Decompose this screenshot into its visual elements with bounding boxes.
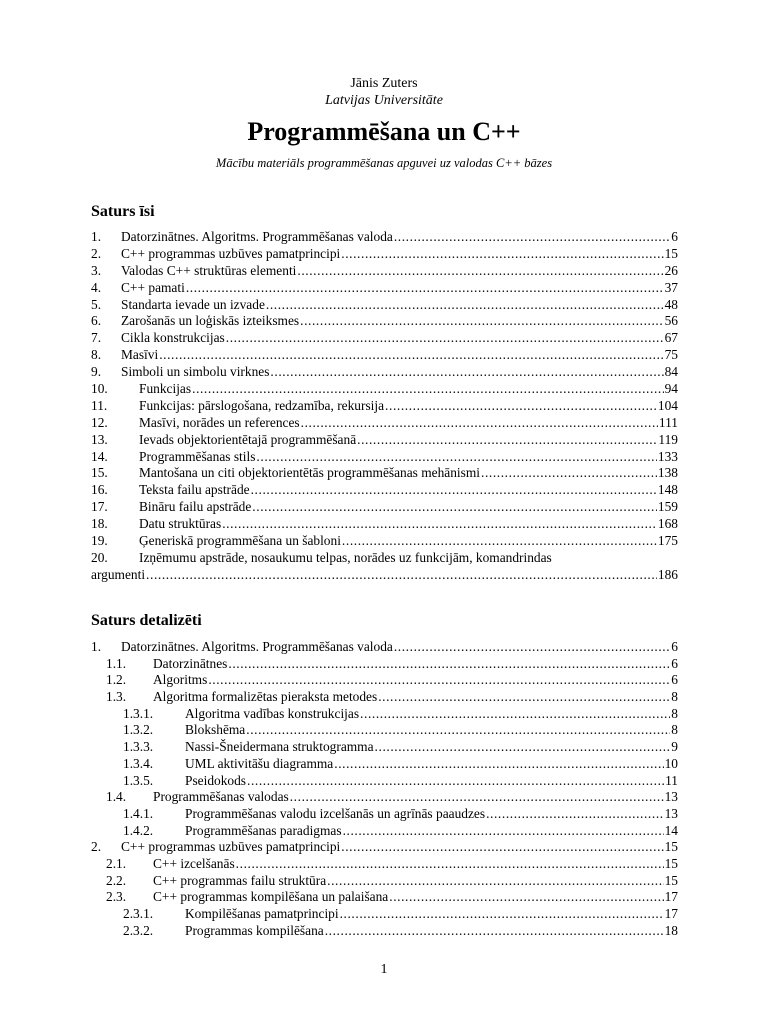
toc-entry[interactable] — [91, 263, 678, 280]
toc-entry-title: Valodas C++ struktūras elementi — [121, 262, 297, 278]
toc-entry-page: 15 — [664, 872, 678, 888]
toc-entry-number: 6. — [91, 313, 102, 329]
toc-entry-line — [121, 297, 678, 314]
toc-entry-title: Funkcijas — [139, 381, 192, 397]
toc-entry-line — [185, 773, 678, 790]
page-number: 1 — [380, 962, 388, 977]
toc-entry[interactable] — [91, 739, 678, 756]
toc-dot-leader — [389, 889, 663, 906]
toc-entry-line — [139, 465, 678, 482]
toc-dot-leader — [222, 516, 657, 533]
toc-entry-number: 1.3.4. — [123, 755, 154, 771]
toc-entry[interactable] — [91, 722, 678, 739]
toc-entry-title: Pseidokods — [185, 772, 247, 788]
toc-entry-title: Datorzinātnes — [153, 655, 228, 671]
toc-entry-page: 75 — [664, 347, 678, 363]
toc-dot-leader — [236, 856, 664, 873]
toc-entry-title: C++ programmas uzbūves pamatprincipi — [121, 245, 341, 261]
toc-entry[interactable] — [91, 873, 678, 890]
toc-dot-leader — [327, 873, 663, 890]
toc-entry[interactable] — [91, 330, 678, 347]
toc-entry[interactable] — [91, 280, 678, 297]
toc-entry-page: 6 — [671, 639, 678, 654]
toc-entry[interactable] — [91, 364, 678, 381]
toc-entry[interactable] — [91, 229, 678, 246]
toc-entry-title: Datorzinātnes. Algoritms. Programmēšanas valoda — [121, 639, 393, 654]
toc-entry-number: 4. — [91, 279, 102, 295]
toc-entry-page: 159 — [657, 499, 678, 515]
toc-entry[interactable] — [91, 347, 678, 364]
toc-dot-leader — [208, 672, 670, 689]
toc-entry-page: 15 — [664, 245, 678, 261]
detail-toc — [91, 639, 678, 939]
toc-dot-leader — [340, 906, 664, 923]
toc-entry[interactable] — [91, 297, 678, 314]
toc-entry[interactable] — [91, 856, 678, 873]
toc-entry[interactable] — [91, 246, 678, 263]
toc-entry-line — [153, 789, 678, 806]
toc-entry-page: 168 — [657, 516, 678, 532]
toc-entry-title: Kompilēšanas pamatprincipi — [185, 906, 339, 921]
toc-entry-page: 13 — [664, 805, 678, 821]
toc-entry-page: 48 — [664, 296, 678, 312]
toc-dot-leader — [246, 722, 670, 739]
toc-entry-title: Programmēšanas valodas — [153, 789, 289, 805]
toc-dot-leader — [486, 806, 664, 823]
toc-dot-leader — [342, 533, 657, 550]
toc-entry[interactable] — [91, 381, 678, 398]
toc-entry[interactable] — [91, 773, 678, 790]
toc-entry-title: Izņēmumu apstrāde, nosaukumu telpas, norādes uz funkcijām, komandrindas — [139, 549, 552, 565]
toc-entry-number: 19. — [91, 533, 108, 549]
toc-entry[interactable] — [91, 906, 678, 923]
toc-entry-line — [121, 347, 678, 364]
toc-entry-number: 12. — [91, 414, 108, 430]
toc-entry[interactable] — [91, 533, 678, 550]
toc-entry-number: 2. — [91, 839, 102, 855]
toc-entry-line — [121, 313, 678, 330]
toc-dot-leader — [334, 756, 663, 773]
toc-entry-title: Programmēšanas valodu izcelšanās un agrīnās paaudzes — [185, 805, 486, 821]
toc-entry-page: 15 — [664, 855, 678, 871]
toc-entry-page: 6 — [671, 229, 678, 244]
toc-dot-leader — [266, 297, 664, 314]
toc-entry[interactable] — [91, 398, 678, 415]
toc-entry-page: 119 — [658, 431, 678, 447]
toc-entry[interactable] — [91, 639, 678, 656]
toc-entry-title: C++ programmas kompilēšana un palaišana — [153, 889, 389, 905]
toc-entry-title: Ievads objektorientētajā programmēšanā — [139, 431, 357, 447]
toc-entry-title: argumenti — [91, 566, 146, 582]
toc-entry-page: 17 — [664, 889, 678, 905]
toc-entry-number: 2. — [91, 245, 102, 261]
toc-entry-number: 1.4.2. — [123, 822, 154, 838]
toc-entry-number: 2.3.2. — [123, 922, 154, 938]
toc-entry[interactable] — [91, 482, 678, 499]
toc-entry-number: 20. — [91, 549, 108, 565]
toc-entry-line — [139, 482, 678, 499]
toc-entry-title: Bināru failu apstrāde — [139, 499, 252, 515]
toc-entry-title: Datorzinātnes. Algoritms. Programmēšanas valoda — [121, 229, 393, 244]
toc-entry-number: 1. — [91, 639, 102, 654]
toc-entry-title: Masīvi — [121, 347, 159, 363]
toc-entry-line — [139, 415, 678, 432]
toc-dot-leader — [256, 449, 656, 466]
toc-entry[interactable] — [91, 889, 678, 906]
toc-dot-leader — [481, 465, 657, 482]
toc-entry-page: 6 — [671, 655, 678, 671]
toc-dot-leader — [301, 415, 658, 432]
toc-entry-number: 1.3. — [106, 689, 127, 705]
toc-entry-title: Algoritma formalizētas pieraksta metodes — [153, 689, 378, 705]
toc-entry-page: 13 — [664, 789, 678, 805]
toc-entry[interactable] — [91, 706, 678, 723]
toc-dot-leader — [192, 381, 664, 398]
toc-entry-title: Simboli un simbolu virknes — [121, 364, 270, 380]
toc-entry-title: Funkcijas: pārslogošana, redzamība, rekursija — [139, 397, 385, 413]
toc-dot-leader — [226, 330, 664, 347]
document-title: Programmēšana un C++ — [247, 117, 521, 146]
toc-entry-line — [153, 889, 678, 906]
toc-entry-title: C++ pamati — [121, 279, 185, 295]
toc-entry-number: 1.3.3. — [123, 739, 154, 755]
toc-entry-title: Blokshēma — [185, 722, 246, 738]
toc-dot-leader — [186, 280, 664, 297]
toc-entry[interactable] — [91, 415, 678, 432]
toc-entry[interactable] — [91, 550, 678, 567]
toc-entry-line — [185, 906, 678, 923]
toc-entry-line — [185, 923, 678, 940]
toc-entry-line — [185, 706, 678, 723]
toc-entry-page: 138 — [657, 465, 678, 481]
toc-entry-page: 17 — [664, 906, 678, 921]
university-name: Latvijas Universitāte — [325, 93, 443, 108]
toc-entry-line — [153, 873, 678, 890]
toc-entry-title: Programmēšanas stils — [139, 448, 256, 464]
toc-entry[interactable] — [91, 516, 678, 533]
toc-entry-title: C++ programmas failu struktūra — [153, 872, 327, 888]
toc-entry-title: Masīvi, norādes un references — [139, 414, 300, 430]
short-toc-heading: Saturs īsi — [91, 203, 155, 220]
toc-entry[interactable] — [91, 656, 678, 673]
document-subtitle: Mācību materiāls programmēšanas apguvei uz valodas C++ bāzes — [215, 156, 553, 170]
toc-dot-leader — [252, 499, 657, 516]
toc-entry[interactable] — [91, 465, 678, 482]
toc-entry-title: Zarošanās un loģiskās izteiksmes — [121, 313, 300, 329]
toc-dot-leader — [146, 567, 657, 584]
toc-entry-title: Ģeneriskā programmēšana un šabloni — [139, 533, 341, 549]
toc-entry-page: 111 — [658, 414, 678, 430]
toc-entry-line — [121, 330, 678, 347]
toc-dot-leader — [325, 923, 664, 940]
toc-entry-title: Cikla konstrukcijas — [121, 330, 225, 346]
toc-dot-leader — [290, 789, 664, 806]
toc-dot-leader — [394, 639, 670, 656]
toc-entry-page: 175 — [657, 533, 678, 549]
toc-entry-page: 8 — [671, 705, 678, 721]
toc-entry-number: 1.2. — [106, 672, 127, 688]
toc-entry[interactable] — [91, 449, 678, 466]
toc-entry-page: 11 — [665, 772, 678, 788]
toc-entry-page: 104 — [657, 397, 678, 413]
author-name: Jānis Zuters — [350, 76, 418, 91]
toc-entry-title: Programmas kompilēšana — [185, 922, 324, 938]
toc-entry-title: Mantošana un citi objektorientētās programmēšanas mehānismi — [139, 465, 480, 481]
toc-entry-number: 17. — [91, 499, 108, 515]
toc-dot-leader — [341, 246, 663, 263]
toc-entry[interactable] — [91, 839, 678, 856]
toc-entry-number: 3. — [91, 262, 102, 278]
toc-dot-leader — [159, 347, 663, 364]
toc-entry-number: 2.3.1. — [123, 906, 154, 921]
toc-entry-line — [185, 739, 678, 756]
toc-entry-number: 8. — [91, 347, 102, 363]
toc-entry-number: 16. — [91, 482, 108, 498]
toc-entry[interactable] — [91, 823, 678, 840]
toc-entry-line — [121, 639, 678, 656]
toc-entry-page: 8 — [671, 722, 678, 738]
toc-entry-line — [185, 823, 678, 840]
toc-entry-number: 2.1. — [106, 855, 127, 871]
toc-entry-line — [121, 263, 678, 280]
toc-entry-line — [185, 722, 678, 739]
toc-entry-number: 2.3. — [106, 889, 127, 905]
toc-entry-title: C++ programmas uzbūves pamatprincipi — [121, 839, 341, 855]
toc-entry-title: Datu struktūras — [139, 516, 222, 532]
toc-dot-leader — [247, 773, 664, 790]
toc-entry-number: 14. — [91, 448, 108, 464]
toc-entry-number: 1.3.5. — [123, 772, 154, 788]
toc-entry[interactable] — [91, 756, 678, 773]
toc-dot-leader — [385, 398, 657, 415]
toc-entry-line — [121, 229, 678, 246]
toc-entry-line — [121, 246, 678, 263]
toc-entry-title: Algoritma vadības konstrukcijas — [185, 705, 360, 721]
toc-dot-leader — [357, 432, 657, 449]
toc-entry[interactable] — [91, 499, 678, 516]
toc-entry-number: 11. — [91, 397, 108, 413]
toc-entry-page: 15 — [664, 839, 678, 855]
toc-entry-page: 133 — [657, 448, 678, 464]
toc-dot-leader — [300, 313, 663, 330]
toc-entry-number: 2.2. — [106, 872, 127, 888]
toc-entry-number: 10. — [91, 381, 108, 397]
toc-entry-page: 94 — [664, 381, 678, 397]
toc-entry-number: 15. — [91, 465, 108, 481]
toc-entry-line — [185, 806, 678, 823]
toc-entry-line — [139, 516, 678, 533]
toc-dot-leader — [375, 739, 671, 756]
toc-dot-leader — [297, 263, 663, 280]
toc-entry-page: 6 — [671, 672, 678, 688]
toc-dot-leader — [341, 839, 663, 856]
toc-entry-number: 1.4.1. — [123, 805, 154, 821]
toc-entry-line — [139, 432, 678, 449]
toc-entry-line — [153, 672, 678, 689]
toc-entry-title: Teksta failu apstrāde — [139, 482, 250, 498]
toc-entry-page: 9 — [671, 739, 678, 755]
toc-entry-title: Standarta ievade un izvade — [121, 296, 265, 312]
toc-entry[interactable] — [91, 806, 678, 823]
toc-entry-title: Nassi-Šneidermana struktogramma — [185, 739, 374, 755]
toc-entry-number: 18. — [91, 516, 108, 532]
short-toc — [91, 229, 678, 584]
toc-entry-line — [153, 656, 678, 673]
toc-dot-leader — [378, 689, 670, 706]
toc-entry[interactable] — [91, 789, 678, 806]
toc-entry-number: 1.3.1. — [123, 705, 154, 721]
toc-entry-number: 5. — [91, 296, 102, 312]
toc-entry-page: 18 — [664, 922, 678, 938]
toc-entry-number: 1.4. — [106, 789, 127, 805]
toc-entry[interactable] — [91, 313, 678, 330]
toc-entry-page: 84 — [664, 364, 678, 380]
toc-entry[interactable] — [91, 689, 678, 706]
toc-entry-line — [139, 381, 678, 398]
toc-entry-page: 26 — [664, 262, 678, 278]
toc-entry-title: Programmēšanas paradigmas — [185, 822, 342, 838]
toc-entry-page: 186 — [657, 566, 678, 582]
toc-entry-page: 56 — [664, 313, 678, 329]
toc-entry-number: 1.3.2. — [123, 722, 154, 738]
toc-entry-line — [139, 398, 678, 415]
toc-entry-page: 10 — [664, 755, 678, 771]
toc-dot-leader — [228, 656, 670, 673]
toc-entry[interactable] — [91, 923, 678, 940]
toc-entry-number: 7. — [91, 330, 102, 346]
toc-entry-page: 148 — [657, 482, 678, 498]
toc-entry-line — [139, 533, 678, 550]
toc-dot-leader — [251, 482, 657, 499]
toc-entry-line — [121, 364, 678, 381]
toc-entry-line — [153, 689, 678, 706]
toc-entry-number: 13. — [91, 431, 108, 447]
toc-entry-number: 1. — [91, 229, 102, 244]
toc-entry-line — [121, 839, 678, 856]
toc-entry-title: Algoritms — [153, 672, 208, 688]
toc-entry-line — [91, 567, 678, 584]
toc-entry-page: 8 — [671, 689, 678, 705]
toc-entry-title: C++ izcelšanās — [153, 855, 235, 871]
toc-entry-title: UML aktivitāšu diagramma — [185, 755, 334, 771]
toc-entry[interactable] — [91, 432, 678, 449]
toc-dot-leader — [394, 229, 670, 246]
toc-entry-line — [153, 856, 678, 873]
toc-dot-leader — [343, 823, 664, 840]
toc-entry-line — [185, 756, 678, 773]
toc-entry-page: 14 — [664, 822, 678, 838]
toc-entry-line — [121, 280, 678, 297]
toc-dot-leader — [360, 706, 670, 723]
toc-entry-line — [139, 449, 678, 466]
toc-entry-page: 37 — [664, 279, 678, 295]
toc-entry[interactable] — [91, 672, 678, 689]
toc-dot-leader — [270, 364, 663, 381]
toc-entry-number: 9. — [91, 364, 102, 380]
toc-entry-page: 67 — [664, 330, 678, 346]
toc-entry-continuation[interactable] — [91, 567, 678, 584]
toc-entry-number: 1.1. — [106, 655, 127, 671]
detail-toc-heading: Saturs detalizēti — [91, 612, 202, 629]
toc-entry-line — [139, 499, 678, 516]
